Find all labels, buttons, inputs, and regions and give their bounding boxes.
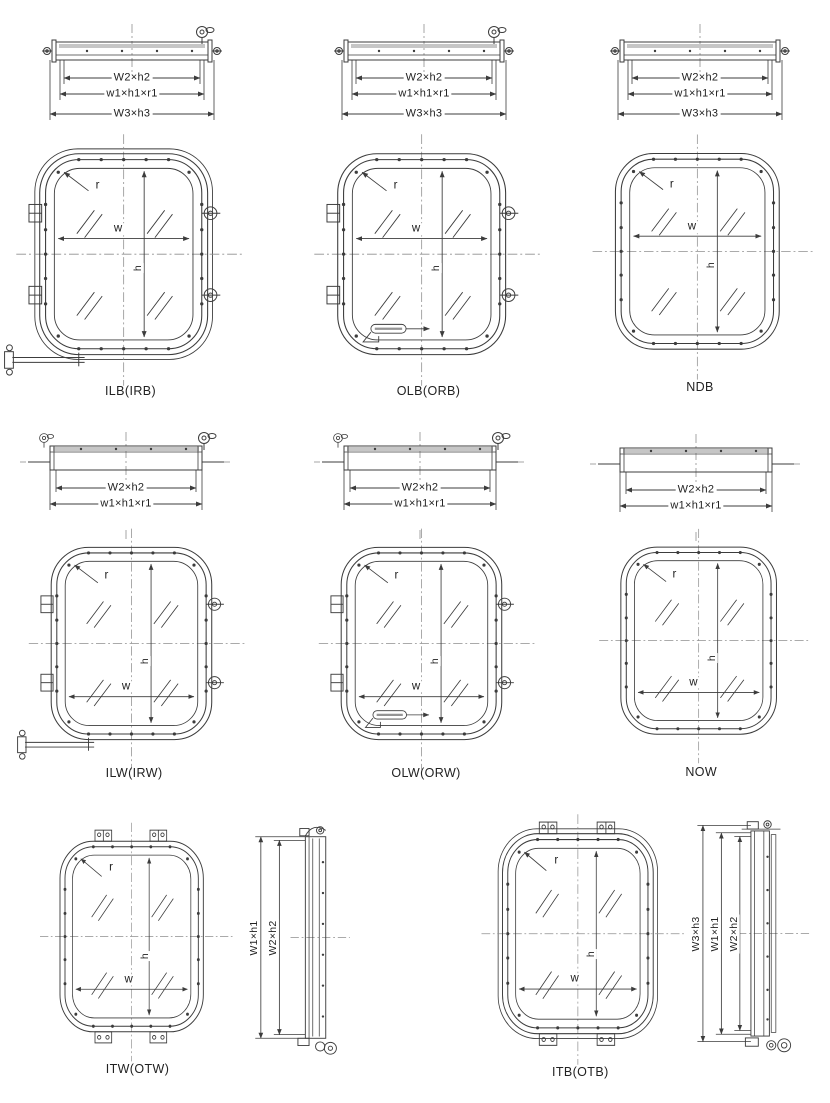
section-view-olw [330,436,510,540]
dim-label-h: h [131,264,144,272]
dim-label-w: w [121,680,131,693]
window-drawing [330,538,526,762]
front-view-ilb [28,144,233,398]
dim-label-r: r [669,178,675,191]
dim-label-h: h [429,264,442,272]
section-view-ilb [42,28,222,140]
dim-label-r: r [393,179,398,192]
front-view-olw [330,538,526,780]
dim-label-w1h1r1: w1×h1×r1 [100,497,152,510]
front-view-olb [326,144,531,398]
dim-label-w2h2: W2×h2 [113,71,151,84]
side-section-drawing [246,824,348,1051]
dim-label-w3h3: W3×h3 [405,107,443,120]
dim-label-w: w [687,220,697,233]
window-drawing [492,824,676,1057]
section-drawing [334,28,514,140]
dim-label-w: w [689,676,698,689]
dim-label-r: r [394,569,399,582]
dim-label-h: h [704,261,717,268]
figure-caption-now: NOW [685,765,718,779]
dim-label-r: r [104,569,109,582]
dim-label-w3h3: W3×h3 [681,107,719,120]
window-drawing [50,832,225,1054]
dim-label-r: r [109,860,114,873]
dim-label-w2h2: W2×h2 [727,915,740,952]
window-drawing [326,144,531,378]
dim-label-h: h [585,951,598,958]
dim-label-w: w [124,972,134,985]
dim-label-w1h1: W1×h1 [708,915,721,952]
dim-label-w3h3: W3×h3 [689,915,702,952]
dim-label-w2h2: W2×h2 [401,481,439,494]
front-view-ndb [604,144,804,394]
section-view-now [606,438,786,542]
section-drawing [610,28,790,140]
dim-label-w2h2: W2×h2 [107,481,145,494]
figure-caption-olb: OLB(ORB) [396,384,461,398]
dim-label-w: w [113,222,123,235]
window-drawing [610,538,800,756]
front-view-itb [492,824,676,1079]
figure-caption-ilw: ILW(IRW) [105,766,163,780]
dim-label-w2h2: W2×h2 [681,71,719,84]
dim-label-r: r [95,179,100,192]
dim-label-w1h1r1: w1×h1×r1 [394,497,446,510]
dim-label-w2h2: W2×h2 [266,919,279,956]
dim-label-h: h [138,658,151,665]
dim-label-w2h2: W2×h2 [405,71,443,84]
side-view-itb [690,818,810,1049]
section-view-ndb [610,28,790,140]
front-view-ilw [40,538,236,780]
dim-label-w1h1: W1×h1 [247,919,260,956]
dim-label-h: h [428,658,441,665]
dim-label-w: w [411,680,421,693]
window-drawing [28,144,233,378]
figure-caption-ilb: ILB(IRB) [104,384,157,398]
dim-label-w1h1r1: w1×h1×r1 [674,87,726,100]
dim-label-w3h3: W3×h3 [113,107,151,120]
dim-label-w2h2: W2×h2 [677,483,715,496]
section-drawing [42,28,222,140]
dim-label-w: w [570,972,580,985]
figure-caption-itw: ITW(OTW) [105,1062,170,1076]
window-drawing [40,538,236,762]
figure-caption-ndb: NDB [686,380,714,394]
figure-caption-olw: OLW(ORW) [391,766,461,780]
dim-label-w1h1r1: w1×h1×r1 [106,87,158,100]
side-view-itw [246,824,348,1051]
dim-label-h: h [705,654,718,661]
window-drawing [604,144,804,372]
front-view-now [610,538,800,779]
figure-caption-itb: ITB(OTB) [551,1065,609,1079]
dim-label-w: w [411,222,421,235]
dim-label-w1h1r1: w1×h1×r1 [670,499,722,512]
dim-label-r: r [554,854,559,867]
dim-label-h: h [138,953,151,960]
section-view-ilw [36,436,216,540]
front-view-itw [50,832,225,1076]
section-view-olb [334,28,514,140]
dim-label-r: r [672,568,677,581]
dim-label-w1h1r1: w1×h1×r1 [398,87,450,100]
